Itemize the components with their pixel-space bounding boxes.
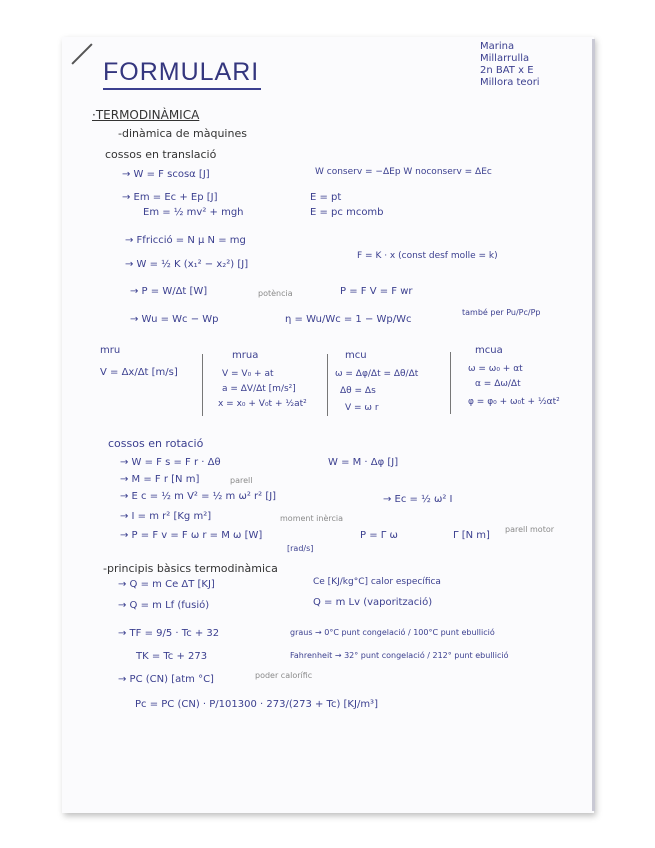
formula-mrua-x: x = x₀ + V₀t + ½at² — [218, 399, 307, 409]
formula-mcua-omega: ω = ω₀ + αt — [468, 364, 523, 374]
heading-dinamica: -dinàmica de màquines — [118, 127, 247, 140]
formula-fusion: → Q = m Lf (fusió) — [118, 600, 210, 611]
column-divider — [450, 352, 451, 414]
formula-power: → P = W/Δt [W] — [130, 286, 208, 297]
formula-mrua-a: a = ΔV/Δt [m/s²] — [222, 384, 296, 394]
formula-heat: → Q = m Ce ΔT [KJ] — [118, 579, 215, 590]
formula-mru: V = Δx/Δt [m/s] — [100, 367, 178, 378]
author-class: 2n BAT x E — [480, 65, 534, 76]
formula-hooke: F = K · x (const desf molle = k) — [357, 251, 498, 261]
formula-mcu-theta: Δθ = Δs — [340, 386, 376, 396]
note-poder-calorific: poder calorífic — [255, 671, 313, 680]
column-divider — [327, 354, 328, 416]
formula-energy-comb: E = pc mcomb — [310, 207, 384, 218]
formula-mech-energy: → Em = Ec + Ep [J] — [122, 192, 218, 203]
heading-translacio: cossos en translació — [105, 148, 217, 161]
note-parell-motor: parell motor — [505, 525, 555, 534]
formula-efficiency: η = Wu/Wc = 1 − Wp/Wc — [285, 314, 412, 325]
author-note: Millora teori — [480, 77, 540, 88]
formula-em-expanded: Em = ½ mv² + mgh — [143, 207, 244, 218]
page-edge — [592, 39, 595, 811]
formula-calorific-power: → PC (CN) [atm °C] — [118, 674, 214, 685]
formula-work-conserv: W conserv = −ΔEp W noconserv = ΔEc — [315, 167, 492, 177]
formula-rot-power: → P = F v = F ω r = M ω [W] — [120, 530, 263, 541]
formula-gamma-unit: Γ [N m] — [453, 530, 490, 541]
formula-mrua-v: V = V₀ + at — [222, 369, 274, 379]
formula-rot-work-m: W = M · Δφ [J] — [328, 457, 399, 468]
note-inercia: moment inèrcia — [280, 514, 344, 523]
author-surname: Millarrulla — [480, 53, 530, 64]
formula-mcu-omega: ω = Δφ/Δt = Δθ/Δt — [335, 369, 419, 379]
formula-vaporization: Q = m Lv (vaporització) — [313, 597, 433, 608]
heading-mru: mru — [100, 345, 121, 356]
formula-power-fv: P = F V = F wr — [340, 286, 413, 297]
formula-torque: → M = F r [N m] — [120, 474, 200, 485]
heading-mcua: mcua — [475, 345, 503, 356]
formula-friction: → Ffricció = N μ N = mg — [125, 235, 246, 246]
column-divider — [202, 354, 203, 416]
formula-specific-heat: Ce [KJ/kg°C] calor específica — [313, 577, 441, 587]
note-celsius-points: graus → 0°C punt congelació / 100°C punt ebullició — [290, 628, 495, 637]
formula-rot-power-gamma: P = Γ ω — [360, 530, 398, 541]
formula-kelvin: TK = Tc + 273 — [136, 651, 208, 662]
formula-inertia: → I = m r² [Kg m²] — [120, 511, 212, 522]
formula-mcu-v: V = ω r — [345, 403, 379, 413]
note-parell: parell — [230, 476, 253, 485]
heading-principis: -principis bàsics termodinàmica — [103, 562, 278, 575]
formula-elastic-work: → W = ½ K (x₁² − x₂²) [J] — [125, 259, 249, 270]
formula-mcua-alpha: α = Δω/Δt — [475, 379, 521, 389]
unit-rad-s: [rad/s] — [287, 544, 314, 553]
formula-fahrenheit: → TF = 9/5 · Tc + 32 — [118, 628, 220, 639]
formula-work: → W = F scosα [J] — [122, 169, 210, 180]
formula-rot-work: → W = F s = F r · Δθ — [120, 457, 221, 468]
page-title: FORMULARI — [103, 58, 260, 86]
note-potencia: potència — [258, 289, 293, 298]
formula-mcua-phi: φ = φ₀ + ω₀t + ½αt² — [468, 397, 560, 407]
heading-rotacio: cossos en rotació — [108, 437, 204, 450]
formula-pc-corrected: Pc = PC (CN) · P/101300 · 273/(273 + Tc) [KJ/m³] — [135, 699, 378, 710]
formula-energy-pt: E = pt — [310, 192, 342, 203]
author-name: Marina — [480, 41, 515, 52]
note-efficiency: també per Pu/Pc/Pp — [462, 308, 541, 317]
heading-termodinamica: ·TERMODINÀMICA — [92, 108, 200, 122]
formula-rot-kinetic-i: → Ec = ½ ω² I — [383, 494, 453, 505]
heading-mrua: mrua — [232, 350, 259, 361]
formula-useful-work: → Wu = Wc − Wp — [130, 314, 219, 325]
title-underline — [103, 88, 261, 90]
formula-rot-kinetic: → E c = ½ m V² = ½ m ω² r² [J] — [120, 491, 277, 502]
heading-mcu: mcu — [345, 350, 367, 361]
note-fahrenheit-points: Fahrenheit → 32° punt congelació / 212° punt ebullició — [290, 651, 509, 660]
